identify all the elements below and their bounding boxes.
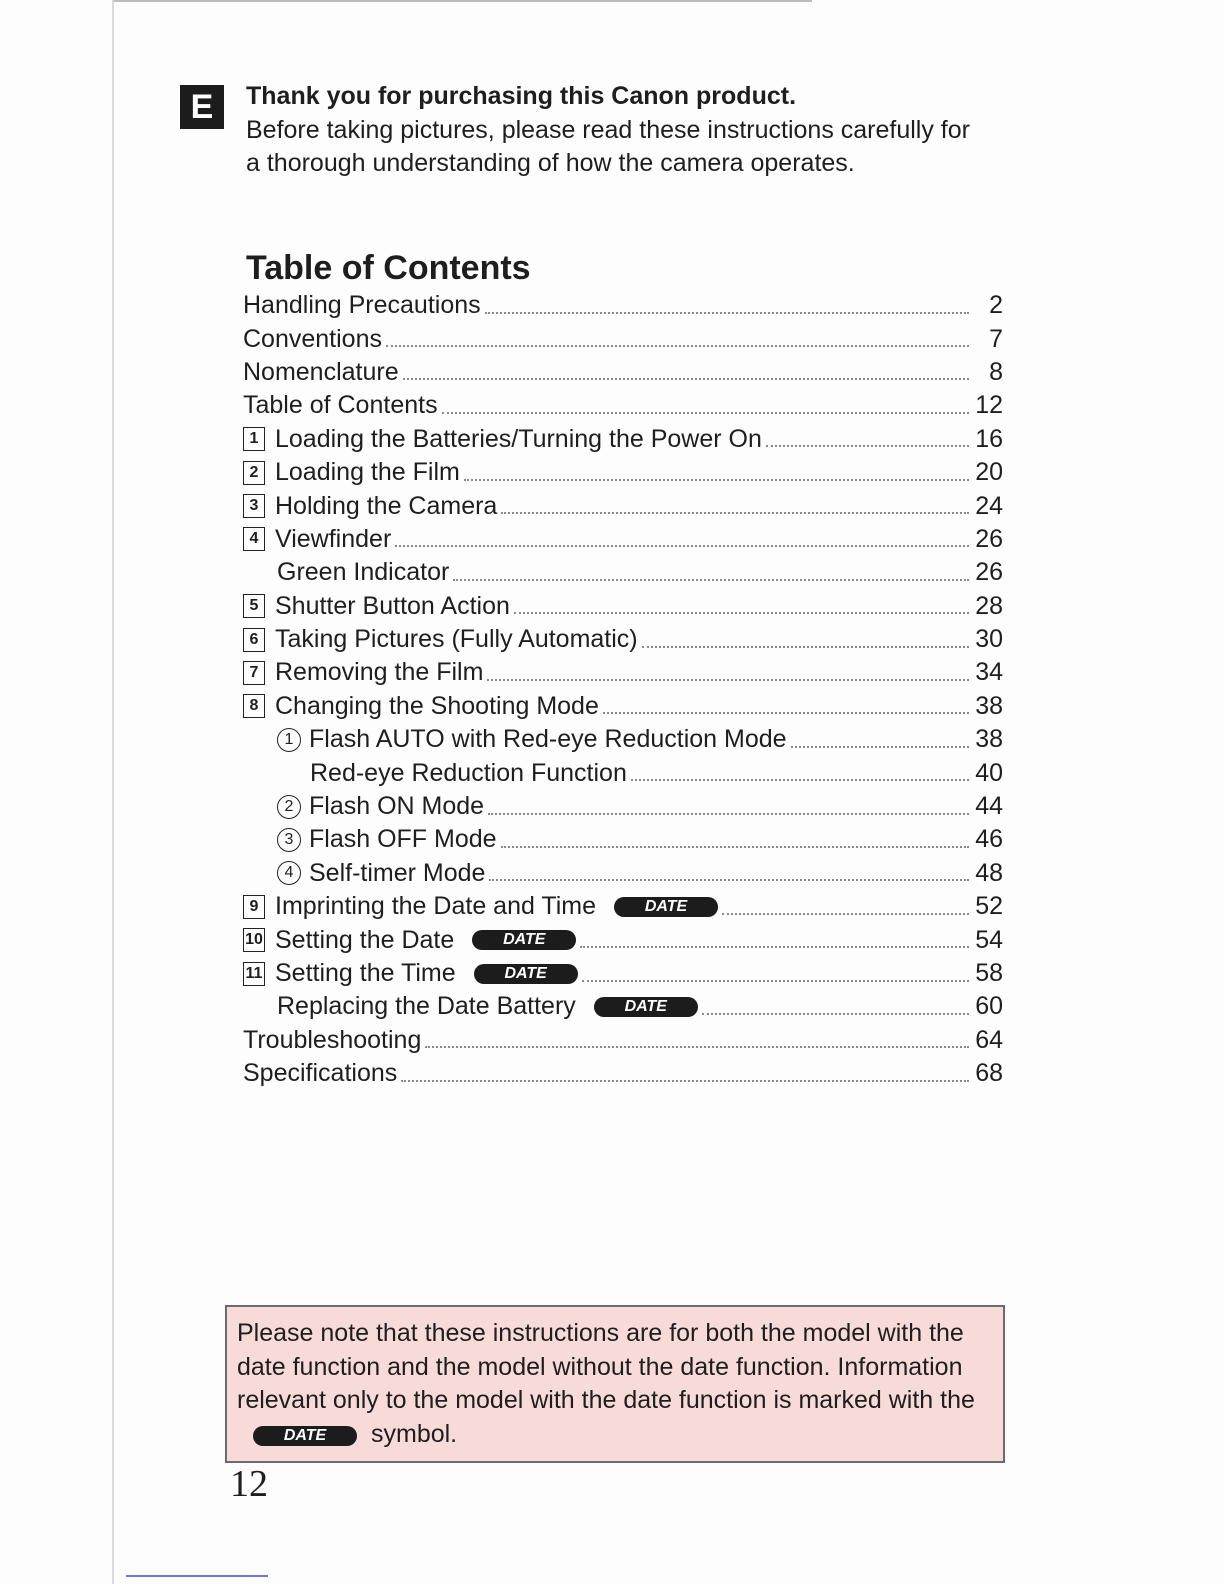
toc-entry xyxy=(243,322,1003,355)
scan-edge-bottom xyxy=(126,1575,268,1577)
toc-entry-label: Table of Contents xyxy=(243,391,438,420)
chapter-number-marker: 4 xyxy=(243,527,265,551)
toc-entry-page: 38 xyxy=(975,725,1003,754)
toc-entry-page: 2 xyxy=(989,291,1003,320)
toc-entry xyxy=(243,1057,1003,1090)
toc-entry-page: 40 xyxy=(975,758,1003,787)
toc-entry-label: Loading the Film xyxy=(275,458,460,487)
date-badge: DATE xyxy=(253,1426,357,1446)
date-badge: DATE xyxy=(474,964,578,984)
toc-entry-label: Nomenclature xyxy=(243,357,399,386)
toc-entry-label: Taking Pictures (Fully Automatic) xyxy=(275,625,638,654)
scan-edge-left xyxy=(112,0,114,1584)
toc-entry xyxy=(243,790,1003,823)
toc-entry xyxy=(243,756,1003,789)
dot-leader xyxy=(487,679,969,681)
toc-entry xyxy=(243,389,1003,422)
date-badge: DATE xyxy=(594,997,698,1017)
dot-leader xyxy=(766,445,969,447)
toc-entry xyxy=(243,923,1003,956)
toc-entry-page: 7 xyxy=(989,324,1003,353)
chapter-number-marker: 2 xyxy=(243,461,265,485)
dot-leader xyxy=(488,813,969,815)
dot-leader xyxy=(401,1080,969,1082)
dot-leader xyxy=(425,1046,969,1048)
toc-entry-label: Red-eye Reduction Function xyxy=(310,758,627,787)
toc-entry-label: Conventions xyxy=(243,324,382,353)
date-badge: DATE xyxy=(614,897,718,917)
toc-title: Table of Contents xyxy=(246,249,531,287)
chapter-number-marker: 11 xyxy=(243,962,265,986)
intro-heading: Thank you for purchasing this Canon product. xyxy=(246,82,797,110)
toc-entry-label: Troubleshooting xyxy=(243,1025,422,1054)
toc-entry-label: Specifications xyxy=(243,1059,398,1088)
toc-list xyxy=(243,289,1003,1090)
toc-entry-label: Setting the Date xyxy=(275,925,455,954)
toc-entry-page: 60 xyxy=(975,992,1003,1021)
toc-entry xyxy=(243,957,1003,990)
chapter-number-marker: 7 xyxy=(243,661,265,685)
dot-leader xyxy=(791,746,969,748)
toc-entry-page: 30 xyxy=(975,625,1003,654)
chapter-number-marker: 6 xyxy=(243,628,265,652)
dot-leader xyxy=(631,779,969,781)
date-function-note xyxy=(225,1305,1005,1463)
toc-entry-label: Flash ON Mode xyxy=(309,792,485,821)
toc-entry xyxy=(243,1024,1003,1057)
toc-entry xyxy=(243,823,1003,856)
toc-entry-page: 20 xyxy=(975,458,1003,487)
chapter-number-marker: 1 xyxy=(243,427,265,451)
toc-entry-page: 34 xyxy=(975,658,1003,687)
date-badge: DATE xyxy=(472,930,576,950)
toc-entry-page: 44 xyxy=(975,792,1003,821)
toc-entry-label: Holding the Camera xyxy=(275,491,498,520)
note-text-after: symbol. xyxy=(371,1419,458,1448)
note-text-before: Please note that these instructions are for both the model with the date function and the model without the date function. Information relevant only to the model with the date function is marked with the xyxy=(237,1319,975,1414)
toc-entry-page: 28 xyxy=(975,591,1003,620)
mode-number-marker: 4 xyxy=(277,861,301,885)
toc-entry xyxy=(243,656,1003,689)
dot-leader xyxy=(582,980,969,982)
dot-leader xyxy=(501,512,969,514)
toc-entry-label: Viewfinder xyxy=(275,524,392,553)
toc-entry-page: 12 xyxy=(975,391,1003,420)
toc-entry xyxy=(243,489,1003,522)
mode-number-marker: 3 xyxy=(277,828,301,852)
dot-leader xyxy=(489,879,969,881)
dot-leader xyxy=(442,412,969,414)
toc-entry-page: 38 xyxy=(975,691,1003,720)
dot-leader xyxy=(395,545,969,547)
toc-entry xyxy=(243,890,1003,923)
toc-entry xyxy=(243,690,1003,723)
chapter-number-marker: 5 xyxy=(243,594,265,618)
toc-entry-page: 64 xyxy=(975,1025,1003,1054)
toc-entry xyxy=(243,723,1003,756)
dot-leader xyxy=(501,846,969,848)
toc-entry-page: 24 xyxy=(975,491,1003,520)
toc-entry-label: Flash AUTO with Red-eye Reduction Mode xyxy=(309,725,787,754)
toc-entry-label: Green Indicator xyxy=(277,558,450,587)
toc-entry xyxy=(243,590,1003,623)
toc-entry-label: Shutter Button Action xyxy=(275,591,510,620)
toc-entry-label: Removing the Film xyxy=(275,658,484,687)
toc-entry-label: Replacing the Date Battery xyxy=(277,992,576,1021)
chapter-number-marker: 8 xyxy=(243,694,265,718)
dot-leader xyxy=(453,579,969,581)
toc-entry-page: 68 xyxy=(975,1059,1003,1088)
toc-entry-page: 46 xyxy=(975,825,1003,854)
intro-body: Before taking pictures, please read these instructions carefully for a thorough understanding of how the camera operates. xyxy=(246,115,970,177)
toc-entry-label: Imprinting the Date and Time xyxy=(275,892,596,921)
chapter-number-marker: 10 xyxy=(243,928,265,952)
toc-entry-page: 48 xyxy=(975,858,1003,887)
dot-leader xyxy=(603,712,969,714)
dot-leader xyxy=(403,378,969,380)
chapter-number-marker: 3 xyxy=(243,494,265,518)
toc-entry-page: 26 xyxy=(975,524,1003,553)
toc-entry-page: 8 xyxy=(989,357,1003,386)
dot-leader xyxy=(386,345,969,347)
dot-leader xyxy=(580,946,969,948)
page-number: 12 xyxy=(230,1463,268,1505)
toc-entry-label: Handling Precautions xyxy=(243,291,481,320)
dot-leader xyxy=(702,1013,969,1015)
dot-leader xyxy=(464,479,969,481)
toc-entry xyxy=(243,456,1003,489)
toc-entry-page: 54 xyxy=(975,925,1003,954)
toc-entry-label: Self-timer Mode xyxy=(309,858,486,887)
toc-entry xyxy=(243,623,1003,656)
dot-leader xyxy=(642,646,969,648)
toc-entry xyxy=(243,423,1003,456)
toc-entry xyxy=(243,356,1003,389)
toc-entry xyxy=(243,523,1003,556)
toc-entry-label: Loading the Batteries/Turning the Power On xyxy=(275,424,762,453)
chapter-number-marker: 9 xyxy=(243,895,265,919)
dot-leader xyxy=(722,913,969,915)
toc-entry-page: 52 xyxy=(975,892,1003,921)
toc-entry xyxy=(243,556,1003,589)
toc-entry-label: Flash OFF Mode xyxy=(309,825,497,854)
scan-edge-top xyxy=(112,0,812,2)
toc-entry xyxy=(243,289,1003,322)
dot-leader xyxy=(514,612,969,614)
dot-leader xyxy=(485,312,969,314)
intro-block xyxy=(246,80,976,181)
mode-number-marker: 1 xyxy=(277,728,301,752)
toc-entry-page: 58 xyxy=(975,959,1003,987)
language-badge: E xyxy=(180,85,224,129)
toc-entry-page: 16 xyxy=(975,424,1003,453)
toc-entry xyxy=(243,857,1003,890)
toc-entry-page: 26 xyxy=(975,558,1003,587)
mode-number-marker: 2 xyxy=(277,795,301,819)
toc-entry xyxy=(243,990,1003,1023)
toc-entry-label: Setting the Time xyxy=(275,959,456,987)
toc-entry-label: Changing the Shooting Mode xyxy=(275,691,599,720)
